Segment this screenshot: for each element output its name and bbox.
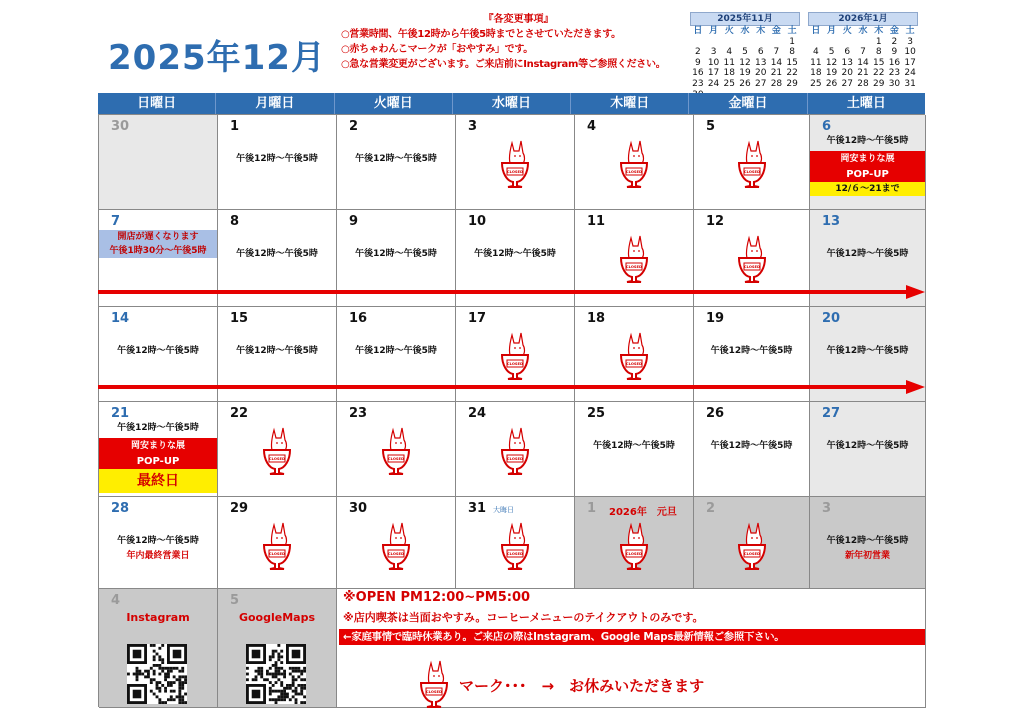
business-hours: 午後12時～午後5時 (236, 346, 318, 356)
special-day-note: 新年初営業 (844, 551, 890, 561)
day-cell (337, 402, 456, 497)
day-cell (99, 115, 218, 210)
closed-dog-bowl-icon (417, 659, 451, 711)
mini-day: 29 (786, 78, 798, 89)
svg-text:CLOSED: CLOSED (743, 170, 760, 175)
day-cell (575, 497, 694, 589)
business-hours: 午後12時～午後5時 (710, 441, 793, 451)
day-number: 30 (349, 501, 368, 516)
mini-day: 8 (789, 47, 795, 58)
business-hours: 午後12時～午後5時 (710, 346, 793, 356)
mini-day: 12 (739, 57, 751, 68)
mini-day (808, 37, 824, 48)
mini-day: 26 (825, 78, 838, 89)
svg-text:CLOSED: CLOSED (626, 170, 642, 175)
mini-day (690, 37, 706, 48)
day-number: 13 (822, 214, 841, 229)
svg-text:CLOSED: CLOSED (626, 265, 642, 270)
mini-day: 5 (742, 47, 748, 58)
day-cell (694, 115, 810, 210)
change-notes (341, 12, 686, 72)
mini-day: 5 (828, 47, 835, 58)
mini-weekday: 月 (827, 26, 837, 36)
mini-day: 16 (888, 57, 901, 68)
mini-weekday: 水 (858, 26, 868, 36)
info-panel (337, 589, 926, 708)
mini-day: 15 (872, 57, 885, 68)
day-cell (575, 115, 694, 210)
mini-day: 29 (872, 78, 885, 89)
mini-day: 25 (723, 78, 735, 89)
mini-day: 4 (726, 47, 733, 58)
instagram-qr-code[interactable] (127, 644, 187, 704)
mini-day: 28 (770, 78, 783, 89)
mini-weekday: 金 (889, 26, 899, 36)
mini-day: 24 (904, 68, 916, 79)
mini-day: 3 (710, 47, 717, 58)
day-number: 12 (706, 214, 725, 229)
mini-day: 1 (875, 36, 882, 47)
mini-weekday: 火 (842, 26, 852, 36)
day-cell (218, 115, 337, 210)
mini-day: 7 (773, 47, 780, 58)
mini-calendar-next (808, 12, 918, 90)
day-cell (456, 497, 575, 589)
mini-day (737, 37, 753, 48)
mini-day: 25 (810, 78, 822, 89)
day-cell (99, 402, 218, 497)
special-day-note: 年内最終営業日 (126, 551, 190, 561)
closed-dog-bowl-icon (498, 139, 532, 191)
svg-text:CLOSED: CLOSED (388, 457, 404, 462)
business-hours: 午後12時～午後5時 (593, 441, 675, 451)
business-hours: 午後12時～午後5時 (355, 249, 437, 259)
weekday-label: 月曜日 (216, 93, 334, 114)
svg-text:CLOSED: CLOSED (743, 265, 760, 270)
mini-day: 1 (789, 36, 795, 47)
notes-line: ○営業時間、午後12時から午後5時までとさせていただきます。 (341, 29, 621, 40)
mini-day: 23 (692, 78, 704, 89)
weekday-label: 水曜日 (453, 93, 571, 114)
mini-day: 2 (694, 47, 701, 58)
mini-weekday: 月 (709, 26, 719, 36)
day-number: 3 (468, 119, 478, 134)
mini-day (753, 37, 769, 48)
mini-day: 3 (907, 36, 913, 47)
mini-day: 13 (754, 57, 767, 68)
day-number: 23 (349, 406, 368, 421)
mini-day: 31 (904, 78, 916, 89)
day-number: 8 (230, 214, 240, 229)
mini-weekday: 火 (724, 26, 734, 36)
cafe-note: ※店内喫茶は当面おやすみ。コーヒーメニューのテイクアウトのみです。 (343, 611, 704, 624)
mini-day: 9 (694, 57, 701, 68)
day-number: 14 (111, 311, 130, 326)
popup-event-banner: 岡安まりな展 POP-UP 最終日 (99, 438, 217, 493)
day-number: 4 (587, 119, 597, 134)
mini-day: 12 (825, 57, 838, 68)
mini-day: 10 (707, 57, 720, 68)
day-number: 22 (230, 406, 249, 421)
day-number: 4 (111, 593, 121, 608)
mini-day: 27 (754, 78, 767, 89)
day-number: 21 (111, 406, 130, 421)
mini-day: 15 (786, 57, 798, 68)
day-number: 1 (230, 119, 240, 134)
mini-weekday: 木 (756, 26, 766, 36)
mini-day: 19 (739, 68, 751, 79)
day-number: 9 (349, 214, 359, 229)
holiday-label: 大晦日 (493, 506, 514, 514)
mini-weekday: 木 (874, 26, 884, 36)
mini-day: 7 (860, 47, 866, 58)
mini-day: 27 (841, 78, 853, 89)
day-cell (456, 402, 575, 497)
mini-calendar-title: 2025年11月 (690, 12, 800, 26)
holiday-label: 2026年 元旦 (609, 507, 677, 518)
day-cell (694, 497, 810, 589)
svg-text:CLOSED: CLOSED (388, 552, 404, 557)
closed-dog-bowl-icon (617, 521, 651, 573)
mini-weekday: 日 (811, 26, 821, 36)
maps-cell[interactable] (218, 589, 337, 708)
svg-text:CLOSED: CLOSED (269, 552, 285, 557)
day-number: 29 (230, 501, 249, 516)
business-hours: 午後12時～午後5時 (474, 249, 556, 259)
day-number: 10 (468, 214, 487, 229)
day-number: 28 (111, 501, 130, 516)
business-hours: 午後12時～午後5時 (117, 423, 199, 433)
closed-dog-bowl-icon (498, 521, 532, 573)
page-title: 2025年12月 (108, 38, 326, 78)
popup-event-banner: 岡安まりな展 POP-UP 12/６～21まで (810, 151, 925, 196)
svg-text:CLOSED: CLOSED (626, 552, 642, 557)
mini-day: 23 (888, 68, 901, 79)
legend-text: マーク･･･ → お休みいただきます (459, 676, 705, 695)
mini-day: 20 (841, 68, 853, 79)
day-number: 20 (822, 311, 841, 326)
closed-dog-bowl-icon (617, 139, 651, 191)
day-number: 7 (111, 214, 121, 229)
business-hours: 午後12時～午後5時 (117, 346, 199, 356)
mini-day: 11 (810, 57, 822, 68)
closed-dog-bowl-icon (379, 426, 413, 478)
mini-day: 16 (692, 68, 704, 79)
mini-day (769, 37, 785, 48)
mini-day: 17 (707, 68, 720, 79)
day-cell (810, 115, 926, 210)
closed-dog-bowl-icon (498, 426, 532, 478)
day-number: 3 (822, 501, 832, 516)
day-number: 2 (349, 119, 359, 134)
open-hours-note: ※OPEN PM12:00~PM5:00 (343, 590, 531, 605)
svg-text:CLOSED: CLOSED (743, 552, 760, 557)
day-cell (99, 497, 218, 589)
mini-day (824, 37, 840, 48)
mini-day (839, 37, 855, 48)
period-arrow (98, 285, 925, 299)
instagram-link[interactable]: Instagram (126, 611, 190, 624)
mini-day: 6 (844, 47, 851, 58)
day-number: 19 (706, 311, 725, 326)
day-number: 31 (468, 501, 487, 516)
day-cell (456, 115, 575, 210)
day-cell (337, 497, 456, 589)
business-hours: 午後12時～午後5時 (236, 249, 318, 259)
closed-dog-bowl-icon (735, 139, 769, 191)
day-number: 5 (706, 119, 716, 134)
mini-day (721, 37, 737, 48)
notes-heading: 『各変更事項』 (483, 14, 554, 25)
day-number: 17 (468, 311, 487, 326)
closed-dog-bowl-icon (498, 331, 532, 383)
day-number: 16 (349, 311, 368, 326)
notes-line: ○赤ちゃわんこマークが「おやすみ」です。 (341, 44, 533, 55)
day-number: 27 (822, 406, 841, 421)
closed-dog-bowl-icon (617, 234, 651, 286)
mini-day: 24 (707, 78, 720, 89)
closed-dog-bowl-icon (260, 426, 294, 478)
day-number: 24 (468, 406, 487, 421)
business-hours: 午後12時～午後5時 (355, 346, 437, 356)
day-cell (337, 115, 456, 210)
svg-text:CLOSED: CLOSED (426, 690, 442, 695)
business-hours: 午後12時～午後5時 (826, 249, 909, 259)
mini-day: 14 (770, 57, 783, 68)
mini-weekday: 水 (740, 26, 750, 36)
mini-weekday: 土 (787, 26, 797, 36)
closed-dog-bowl-icon (735, 234, 769, 286)
mini-day: 13 (841, 57, 853, 68)
instagram-cell[interactable] (99, 589, 218, 708)
mini-day: 30 (888, 78, 901, 89)
svg-text:CLOSED: CLOSED (507, 457, 523, 462)
mini-day: 8 (875, 47, 882, 58)
day-cell (218, 497, 337, 589)
day-number: 26 (706, 406, 725, 421)
mini-weekday: 金 (771, 26, 781, 36)
late-opening-note: 開店が遅くなります 午後1時30分～午後5時 (99, 230, 217, 258)
day-cell (694, 402, 810, 497)
mini-calendar-title: 2026年1月 (808, 12, 918, 26)
business-hours: 午後12時～午後5時 (826, 536, 909, 546)
day-number: 30 (111, 119, 130, 134)
closed-dog-bowl-icon (617, 331, 651, 383)
mini-weekday: 日 (693, 26, 703, 36)
mini-day: 26 (739, 78, 751, 89)
mini-day: 9 (891, 47, 898, 58)
mini-calendar-prev (690, 12, 800, 100)
day-number: 6 (822, 119, 832, 134)
day-number: 11 (587, 214, 606, 229)
business-hours: 午後12時～午後5時 (355, 154, 437, 164)
googlemaps-link[interactable]: GoogleMaps (238, 611, 316, 624)
svg-text:CLOSED: CLOSED (507, 170, 523, 175)
weekday-label: 金曜日 (689, 93, 807, 114)
day-number: 18 (587, 311, 606, 326)
day-cell (218, 402, 337, 497)
mini-day: 20 (754, 68, 767, 79)
day-cell (810, 402, 926, 497)
mini-day: 10 (904, 47, 916, 58)
mini-day: 22 (872, 68, 885, 79)
mini-day (706, 37, 722, 48)
mini-day: 19 (825, 68, 838, 79)
closed-dog-bowl-icon (735, 521, 769, 573)
svg-text:CLOSED: CLOSED (626, 362, 642, 367)
day-cell (810, 497, 926, 589)
business-hours: 午後12時～午後5時 (117, 536, 199, 546)
business-hours: 午後12時～午後5時 (826, 346, 909, 356)
weekday-label: 日曜日 (98, 93, 216, 114)
business-hours: 午後12時～午後5時 (236, 154, 318, 164)
svg-text:CLOSED: CLOSED (507, 552, 523, 557)
day-cell (575, 402, 694, 497)
mini-weekday: 土 (905, 26, 915, 36)
googlemaps-qr-code[interactable] (246, 644, 306, 704)
mini-day: 4 (812, 47, 819, 58)
closed-mark-legend (417, 659, 704, 711)
mini-day: 18 (810, 68, 822, 79)
period-arrow (98, 380, 925, 394)
mini-day: 14 (857, 57, 869, 68)
mini-day (855, 37, 871, 48)
mini-day: 22 (786, 68, 798, 79)
day-number: 2 (706, 501, 716, 516)
closed-dog-bowl-icon (379, 521, 413, 573)
calendar-grid (98, 114, 925, 707)
day-number: 25 (587, 406, 606, 421)
business-hours: 午後12時～午後5時 (826, 136, 909, 146)
closed-dog-bowl-icon (260, 521, 294, 573)
mini-day: 2 (891, 36, 898, 47)
svg-text:CLOSED: CLOSED (507, 362, 523, 367)
mini-day: 18 (723, 68, 735, 79)
mini-day: 6 (757, 47, 764, 58)
business-hours: 午後12時～午後5時 (826, 441, 909, 451)
weekday-label: 火曜日 (335, 93, 453, 114)
day-number: 15 (230, 311, 249, 326)
day-number: 1 (587, 501, 597, 516)
weekday-label: 木曜日 (571, 93, 689, 114)
svg-text:CLOSED: CLOSED (269, 457, 285, 462)
mini-day: 17 (904, 57, 916, 68)
notes-line: ○急な営業変更がございます。ご来店前にInstagram等ご参照ください。 (341, 59, 666, 70)
mini-day: 11 (723, 57, 735, 68)
mini-day: 21 (770, 68, 783, 79)
weekday-label: 土曜日 (846, 96, 886, 111)
temporary-closure-banner: ←家庭事情で臨時休業あり。ご来店の際はInstagram、Google Maps最新情報ご参照下さい。 (339, 629, 925, 645)
mini-day: 28 (857, 78, 869, 89)
mini-day: 21 (857, 68, 869, 79)
day-number: 5 (230, 593, 240, 608)
weekday-header (98, 93, 925, 114)
